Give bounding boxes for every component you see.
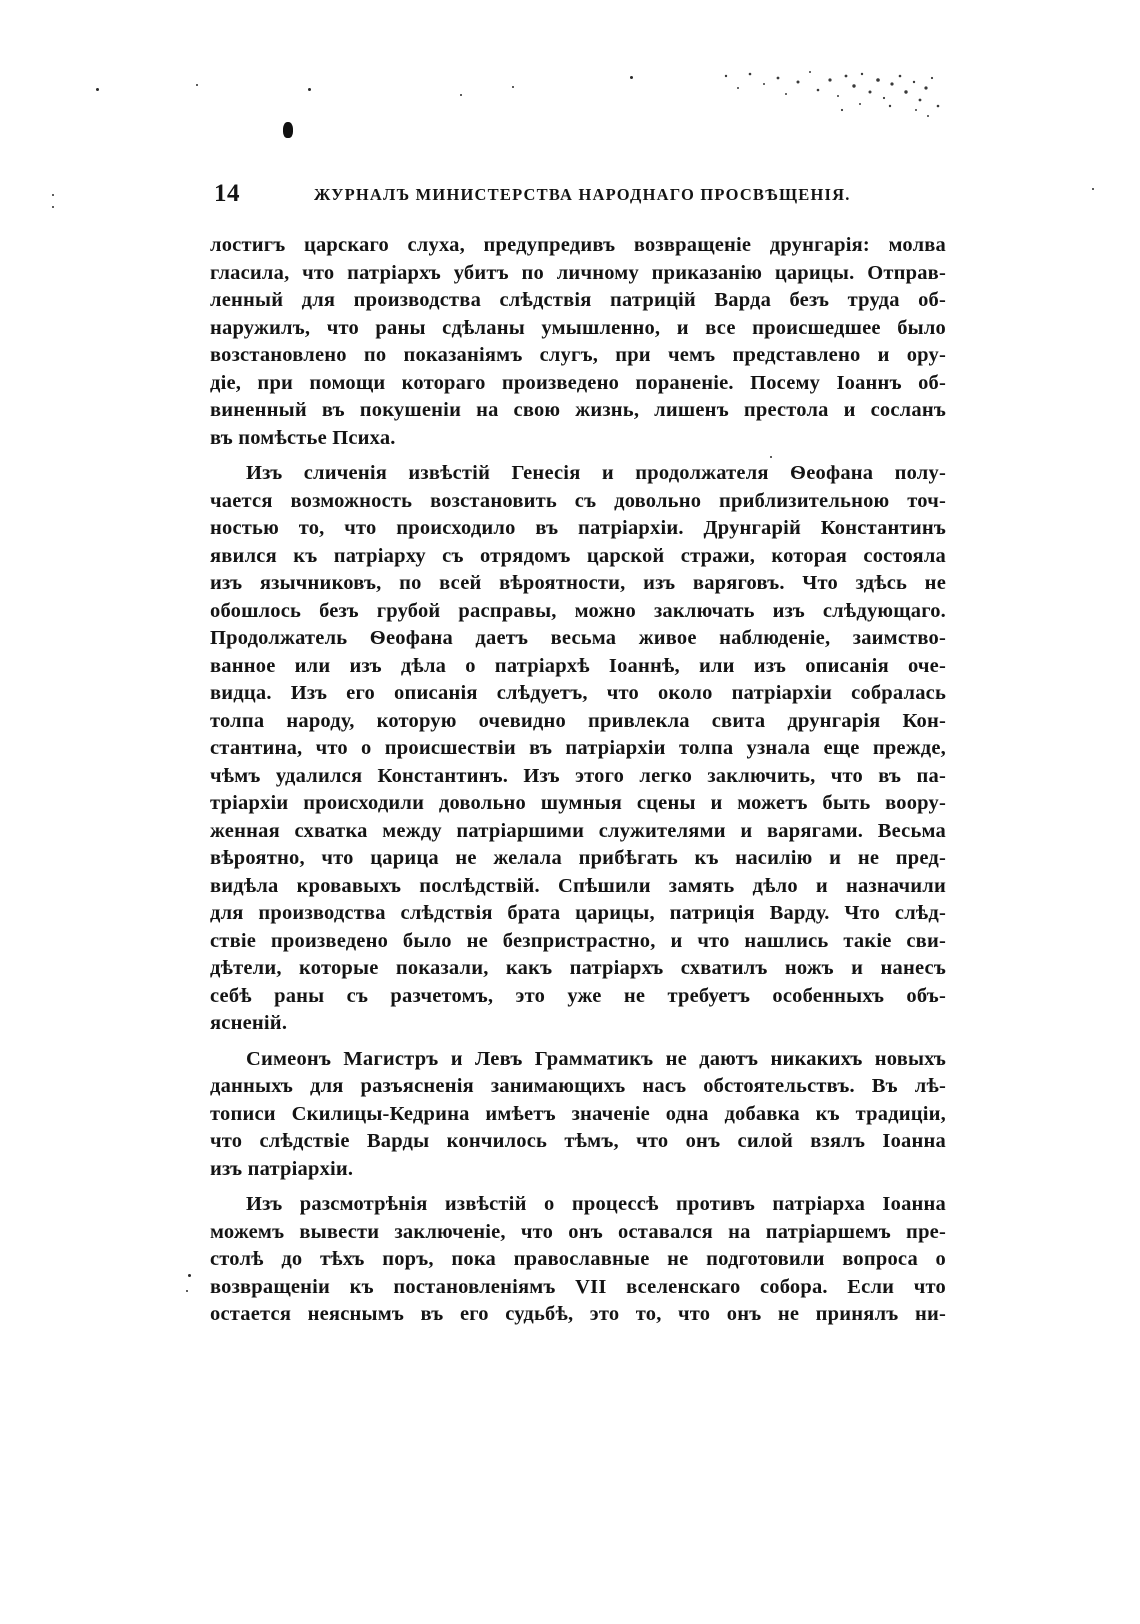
text-line: видца. Изъ его описанія слѣдуетъ, что около патріархіи собралась xyxy=(210,682,946,704)
page-number: 14 xyxy=(214,180,240,207)
text-line: явился къ патріарху съ отрядомъ царской стражи, которая состояла xyxy=(210,544,946,567)
text-line: ностью то, что происходило въ патріархіи. Друнгарій Константинъ xyxy=(210,517,946,539)
text-line: толпа народу, которую очевидно привлекла свита друнгарія Кон- xyxy=(210,709,946,732)
ink-blot-mark xyxy=(283,122,293,138)
text-line: виненный въ покушеніи на свою жизнь, лишенъ престола и сосланъ xyxy=(210,399,946,421)
text-line: наружилъ, что раны сдѣланы умышленно, и все происшедшее было xyxy=(210,316,946,339)
text-line: ствіе произведено было не безпристрастно, и что нашлись такіе сви- xyxy=(210,929,946,952)
text-line: Изъ сличенія извѣстій Генесія и продолжателя Ѳеофана полу- xyxy=(246,462,946,484)
text-line: Продолжатель Ѳеофана даетъ весьма живое наблюденіе, заимство- xyxy=(210,627,946,649)
scan-speck xyxy=(188,1274,191,1277)
paragraph-2 xyxy=(210,460,946,1038)
body-text xyxy=(210,232,946,1337)
text-line: Симеонъ Магистръ и Левъ Грамматикъ не даютъ никакихъ новыхъ xyxy=(246,1047,946,1070)
text-line: ванное или изъ дѣла о патріархѣ Іоаннѣ, или изъ описанія оче- xyxy=(210,654,946,677)
text-line: тріархіи происходили довольно шумныя сцены и можетъ быть воору- xyxy=(210,792,946,814)
scan-speck xyxy=(512,86,514,88)
text-line: вѣроятно, что царица не желала прибѣгать къ насилію и не пред- xyxy=(210,847,946,869)
text-line: дѣтели, которые показали, какъ патріархъ схватилъ ножъ и нанесъ xyxy=(210,957,946,979)
page-header xyxy=(214,180,942,220)
text-line: чается возможность возстановить съ довольно приблизительною точ- xyxy=(210,489,946,512)
scan-speck xyxy=(52,206,54,208)
text-line: стантина, что о происшествіи въ патріархіи толпа узнала еще прежде, xyxy=(210,737,946,759)
scan-speck xyxy=(460,94,462,96)
text-line: можемъ вывести заключеніе, что онъ оставался на патріаршемъ пре- xyxy=(210,1220,946,1243)
text-line: возстановлено по показаніямъ слугъ, при чемъ представлено и ору- xyxy=(210,344,946,366)
text-line: видѣла кровавыхъ послѣдствій. Спѣшили замять дѣло и назначили xyxy=(210,874,946,897)
scan-noise-cluster xyxy=(720,66,950,124)
scan-speck xyxy=(630,76,633,79)
text-line: тописи Скилицы-Кедрина имѣетъ значеніе одна добавка къ традиціи, xyxy=(210,1102,946,1125)
paragraph-1 xyxy=(210,232,946,452)
text-line: изъ патріархіи. xyxy=(210,1157,354,1180)
text-line: гласила, что патріархъ убитъ по личному приказанію царицы. Отправ- xyxy=(210,261,946,284)
scan-speck xyxy=(52,194,54,196)
text-line: ясненій. xyxy=(210,1012,288,1034)
text-line: діе, при помощи котораго произведено пораненіе. Посему Іоаннъ об- xyxy=(210,371,946,394)
running-title: ЖУРНАЛЪ МИНИСТЕРСТВА НАРОДНАГО ПРОСВѢЩЕНІЯ. xyxy=(314,185,851,204)
text-line: чѣмъ удалился Константинъ. Изъ этого легко заключить, что въ па- xyxy=(210,764,946,787)
text-line: остается неяснымъ въ его судьбѣ, это то, что онъ не принялъ ни- xyxy=(210,1303,946,1325)
text-line: данныхъ для разъясненія занимающихъ насъ обстоятельствъ. Въ лѣ- xyxy=(210,1075,946,1097)
paragraph-4 xyxy=(210,1191,946,1329)
text-line: изъ язычниковъ, по всей вѣроятности, изъ варяговъ. Что здѣсь не xyxy=(210,572,946,594)
text-line: для производства слѣдствія брата царицы, патриція Варду. Что слѣд- xyxy=(210,902,946,924)
scan-speck xyxy=(308,88,311,91)
text-line: женная схватка между патріаршими служителями и варягами. Весьма xyxy=(210,819,946,842)
text-line: себѣ раны съ разчетомъ, это уже не требуетъ особенныхъ объ- xyxy=(210,984,946,1007)
text-line: что слѣдствіе Варды кончилось тѣмъ, что онъ силой взялъ Іоанна xyxy=(210,1130,946,1152)
paragraph-3 xyxy=(210,1046,946,1184)
text-line: Изъ разсмотрѣнія извѣстій о процессѣ противъ патріарха Іоанна xyxy=(246,1193,946,1215)
scan-speck xyxy=(196,84,198,86)
text-line: ленный для производства слѣдствія патрицій Варда безъ труда об- xyxy=(210,289,946,311)
text-line: столѣ до тѣхъ поръ, пока православные не подготовили вопроса о xyxy=(210,1248,946,1270)
text-line: возвращеніи къ постановленіямъ VII вселенскаго собора. Если что xyxy=(210,1275,946,1298)
text-line: лостигъ царскаго слуха, предупредивъ возвращеніе друнгарія: молва xyxy=(210,234,946,256)
scan-speck xyxy=(96,88,99,91)
scan-speck xyxy=(186,1290,188,1292)
scan-speck xyxy=(1092,188,1094,190)
text-line: обошлось безъ грубой расправы, можно заключать изъ слѣдующаго. xyxy=(210,599,946,622)
text-line: въ помѣстье Психа. xyxy=(210,426,396,449)
